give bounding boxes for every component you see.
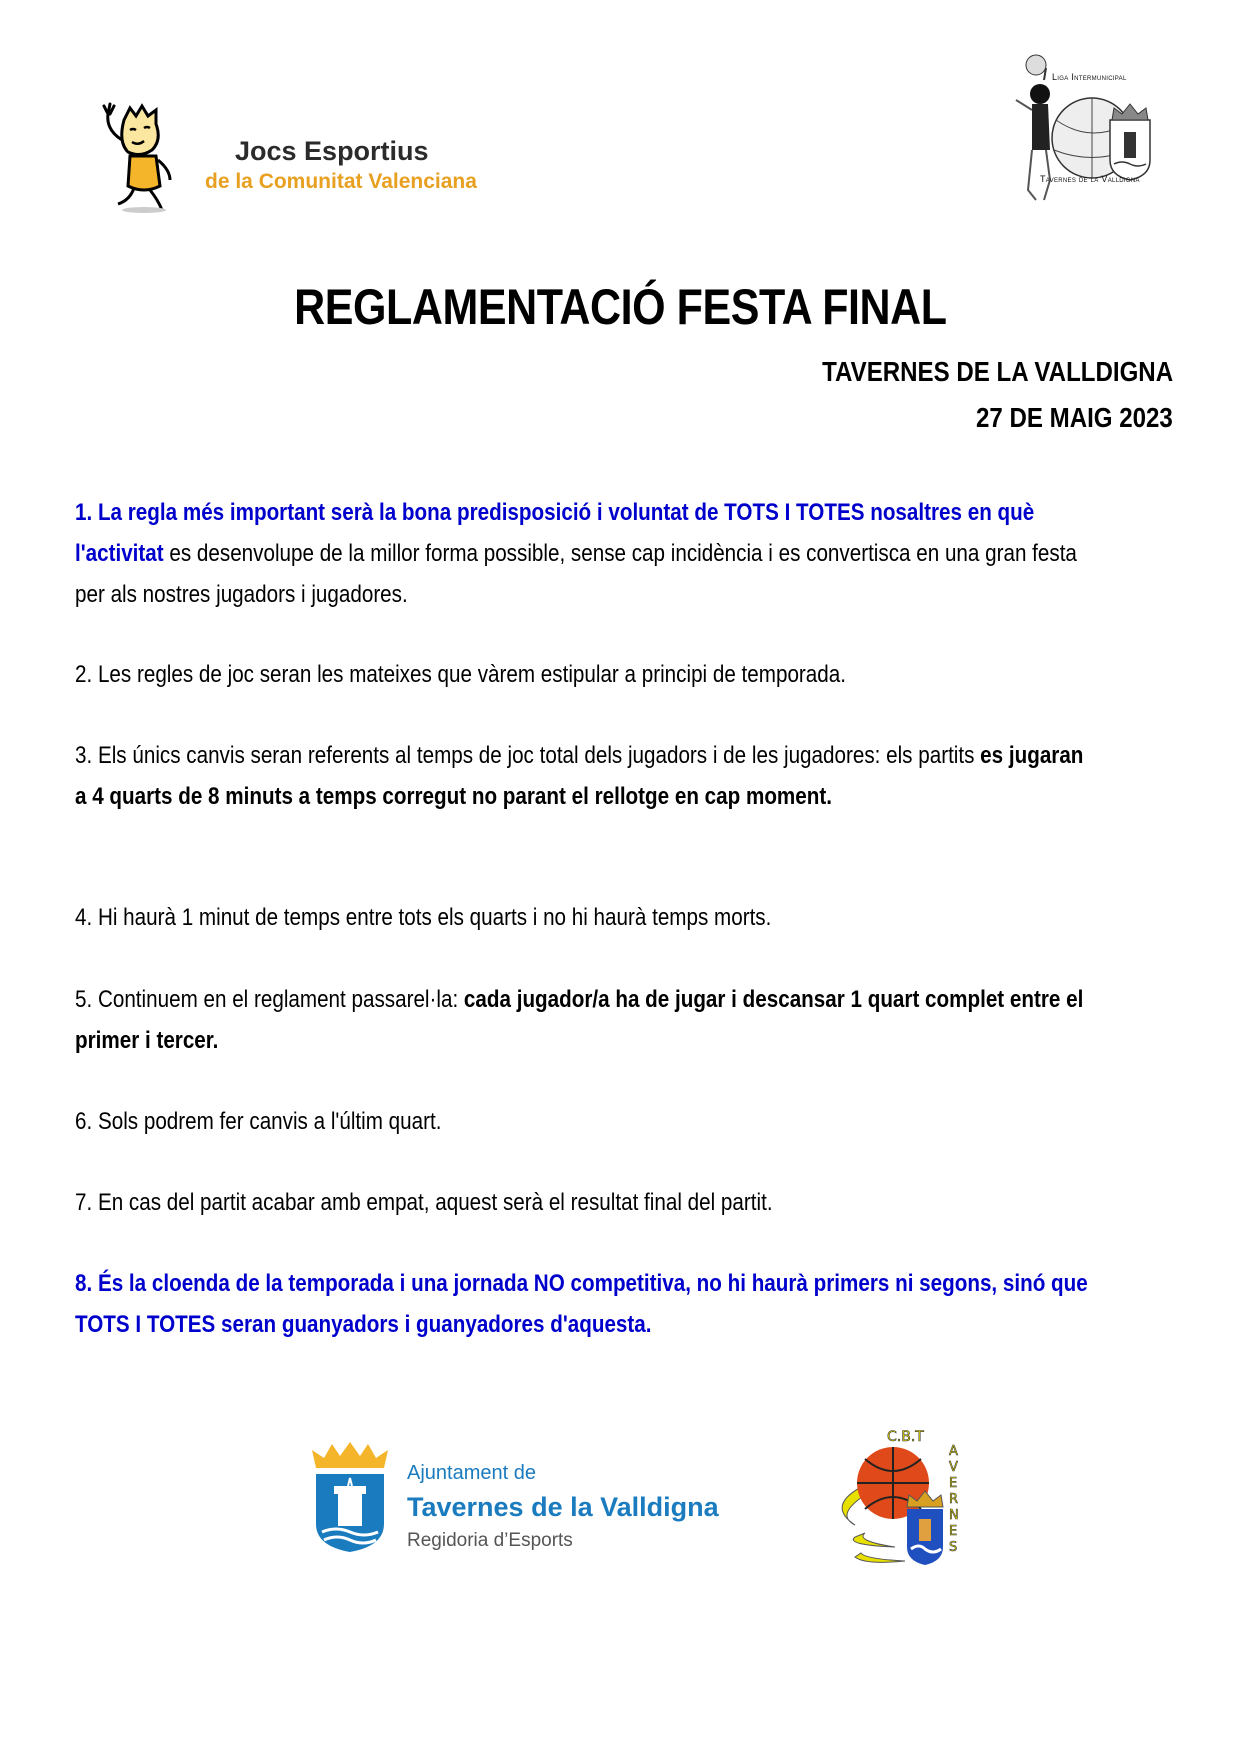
svg-text:N: N (949, 1508, 959, 1523)
rule-8-highlight: 8. És la cloenda de la temporada i una jornada NO competitiva, no hi haurà primers ni segons, sinó que TOTS I TOTES seran guanyadors i guanyadores d'aquesta. (75, 1270, 1088, 1338)
rule-8 (75, 1263, 1098, 1345)
svg-text:E: E (949, 1476, 958, 1491)
svg-text:V: V (949, 1460, 958, 1475)
rule-2-text: 2. Les regles de joc seran les mateixes que vàrem estipular a principi de temporada. (75, 661, 846, 688)
document-title (0, 278, 1241, 336)
svg-text:S: S (949, 1540, 958, 1555)
tower-crest-icon (310, 1440, 390, 1555)
rule-5 (75, 979, 1098, 1061)
ajuntament-line2: Tavernes de la Valldigna (407, 1492, 719, 1522)
svg-text:A: A (949, 1444, 958, 1459)
rule-7-text: 7. En cas del partit acabar amb empat, aquest serà el resultat final del partit. (75, 1189, 773, 1216)
event-place (765, 356, 1173, 388)
event-date-text: 27 DE MAIG 2023 (976, 402, 1173, 433)
mascot-icon (100, 100, 200, 215)
rule-1 (75, 492, 1098, 615)
rule-6 (75, 1101, 1098, 1142)
liga-intermunicipal-text: Liga Intermunicipal (1052, 72, 1127, 82)
svg-text:C.B.T: C.B.T (887, 1429, 924, 1445)
document-title-text: REGLAMENTACIÓ FESTA FINAL (294, 279, 947, 335)
cbt-tavernes-logo (825, 1425, 975, 1575)
club-basketball-crest-icon (825, 1425, 975, 1575)
ajuntament-line1: Ajuntament de (407, 1462, 536, 1484)
svg-text:E: E (949, 1524, 958, 1539)
rule-6-text: 6. Sols podrem fer canvis a l'últim quart. (75, 1108, 442, 1135)
rule-3-bold: es jugaran a 4 quarts de 8 minuts a temps corregut no parant el rellotge en cap moment. (75, 742, 1084, 810)
jocs-esportius-subtitle: de la Comunitat Valenciana (205, 170, 477, 193)
rule-5-bold: cada jugador/a ha de jugar i descansar 1 quart complet entre el primer i tercer. (75, 986, 1084, 1054)
event-date (944, 402, 1173, 434)
svg-text:R: R (949, 1492, 959, 1507)
rule-1-text: es desenvolupe de la millor forma possible, sense cap incidència i es convertisca en una gran festa per als nostres jugadors i jugadores. (75, 540, 1077, 608)
rule-4-text: 4. Hi haurà 1 minut de temps entre tots els quarts i no hi haurà temps morts. (75, 904, 772, 931)
ajuntament-crest (310, 1440, 390, 1555)
rule-7 (75, 1182, 1098, 1223)
liga-tavernes-text: Tavernes de la Valldigna (1040, 174, 1140, 184)
ajuntament-line3: Regidoria d’Esports (407, 1530, 573, 1551)
jocs-esportius-title: Jocs Esportius (235, 136, 429, 166)
event-place-text: TAVERNES DE LA VALLDIGNA (822, 356, 1173, 387)
rule-3 (75, 735, 1098, 817)
rule-1-highlight: 1. La regla més important serà la bona predisposició i voluntat de TOTS I TOTES nosaltres en què l'activitat (75, 499, 1035, 567)
rule-4 (75, 897, 1098, 938)
rule-5-text: 5. Continuem en el reglament passarel·la: (75, 986, 464, 1013)
rule-2 (75, 654, 1098, 695)
rule-3-text: 3. Els únics canvis seran referents al temps de joc total dels jugadors i de les jugadores: els partits (75, 742, 981, 769)
